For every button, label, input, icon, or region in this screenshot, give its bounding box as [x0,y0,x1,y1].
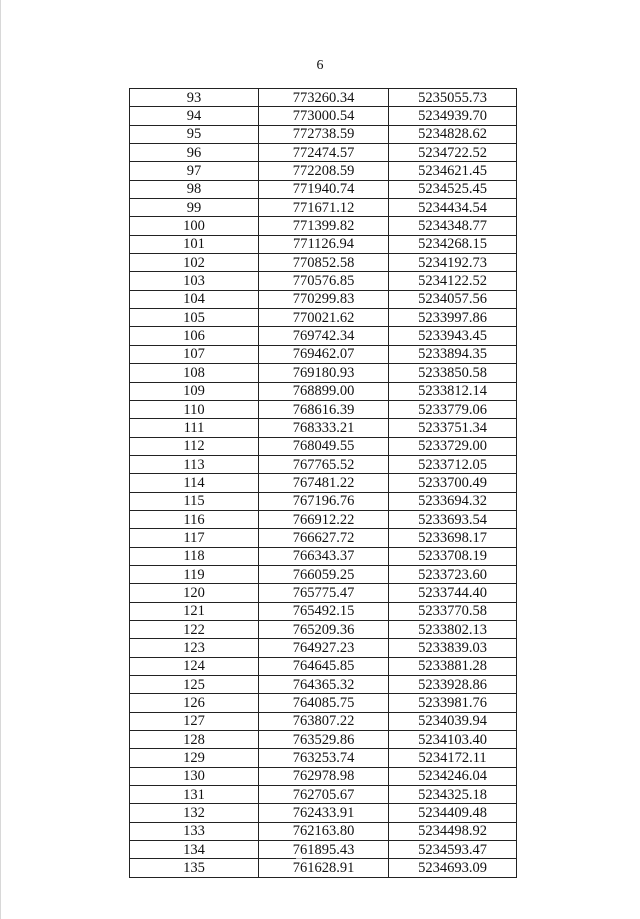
point-number-cell: 101 [130,235,259,253]
y-coordinate-cell: 5234693.09 [389,859,517,877]
y-coordinate-cell: 5233981.76 [389,694,517,712]
y-coordinate-cell: 5234498.92 [389,822,517,840]
y-coordinate-cell: 5233729.00 [389,437,517,455]
table-row [130,657,517,675]
x-coordinate-cell: 764927.23 [259,639,389,657]
point-number-cell: 109 [130,382,259,400]
point-number-cell: 127 [130,712,259,730]
table-row [130,712,517,730]
x-coordinate-cell: 771940.74 [259,180,389,198]
table-row [130,565,517,583]
x-coordinate-cell: 766912.22 [259,510,389,528]
y-coordinate-cell: 5234122.52 [389,272,517,290]
x-coordinate-cell: 762978.98 [259,767,389,785]
table-row [130,162,517,180]
y-coordinate-cell: 5233723.60 [389,565,517,583]
y-coordinate-cell: 5233693.54 [389,510,517,528]
table-row [130,345,517,363]
y-coordinate-cell: 5235055.73 [389,89,517,107]
x-coordinate-cell: 765492.15 [259,602,389,620]
point-number-cell: 134 [130,841,259,859]
table-row [130,731,517,749]
x-coordinate-cell: 771399.82 [259,217,389,235]
y-coordinate-cell: 5233744.40 [389,584,517,602]
point-number-cell: 118 [130,547,259,565]
point-number-cell: 94 [130,107,259,125]
y-coordinate-cell: 5234246.04 [389,767,517,785]
x-coordinate-cell: 770021.62 [259,309,389,327]
point-number-cell: 96 [130,144,259,162]
x-coordinate-cell: 770576.85 [259,272,389,290]
point-number-cell: 126 [130,694,259,712]
table-row [130,437,517,455]
point-number-cell: 105 [130,309,259,327]
x-coordinate-cell: 767481.22 [259,474,389,492]
x-coordinate-cell: 770852.58 [259,254,389,272]
point-number-cell: 135 [130,859,259,877]
table-row [130,107,517,125]
point-number-cell: 124 [130,657,259,675]
y-coordinate-cell: 5233779.06 [389,400,517,418]
x-coordinate-cell: 772474.57 [259,144,389,162]
y-coordinate-cell: 5234593.47 [389,841,517,859]
y-coordinate-cell: 5233708.19 [389,547,517,565]
point-number-cell: 106 [130,327,259,345]
point-number-cell: 125 [130,676,259,694]
x-coordinate-cell: 769462.07 [259,345,389,363]
y-coordinate-cell: 5233802.13 [389,620,517,638]
y-coordinate-cell: 5234103.40 [389,731,517,749]
x-coordinate-cell: 762163.80 [259,822,389,840]
x-coordinate-cell: 768899.00 [259,382,389,400]
x-coordinate-cell: 768333.21 [259,419,389,437]
table-row [130,89,517,107]
y-coordinate-cell: 5234939.70 [389,107,517,125]
x-coordinate-cell: 773260.34 [259,89,389,107]
x-coordinate-cell: 766343.37 [259,547,389,565]
scan-mark [296,858,302,859]
table-row [130,125,517,143]
y-coordinate-cell: 5233751.34 [389,419,517,437]
table-row [130,786,517,804]
table-row [130,272,517,290]
x-coordinate-cell: 769180.93 [259,364,389,382]
point-number-cell: 97 [130,162,259,180]
y-coordinate-cell: 5234268.15 [389,235,517,253]
x-coordinate-cell: 764085.75 [259,694,389,712]
y-coordinate-cell: 5233712.05 [389,455,517,473]
y-coordinate-cell: 5234409.48 [389,804,517,822]
point-number-cell: 107 [130,345,259,363]
point-number-cell: 100 [130,217,259,235]
coordinates-table [129,88,517,878]
point-number-cell: 116 [130,510,259,528]
y-coordinate-cell: 5233812.14 [389,382,517,400]
table-row [130,254,517,272]
x-coordinate-cell: 763807.22 [259,712,389,730]
point-number-cell: 98 [130,180,259,198]
table-row [130,767,517,785]
point-number-cell: 108 [130,364,259,382]
point-number-cell: 120 [130,584,259,602]
table-row [130,822,517,840]
point-number-cell: 114 [130,474,259,492]
x-coordinate-cell: 772738.59 [259,125,389,143]
table-row [130,235,517,253]
point-number-cell: 115 [130,492,259,510]
point-number-cell: 93 [130,89,259,107]
table-row [130,309,517,327]
table-row [130,217,517,235]
table-row [130,144,517,162]
table-row [130,620,517,638]
point-number-cell: 122 [130,620,259,638]
x-coordinate-cell: 768616.39 [259,400,389,418]
table-row [130,804,517,822]
point-number-cell: 111 [130,419,259,437]
table-row [130,749,517,767]
y-coordinate-cell: 5233694.32 [389,492,517,510]
point-number-cell: 130 [130,767,259,785]
table-row [130,492,517,510]
y-coordinate-cell: 5233943.45 [389,327,517,345]
table-row [130,382,517,400]
point-number-cell: 128 [130,731,259,749]
table-row [130,529,517,547]
table-row [130,364,517,382]
point-number-cell: 99 [130,199,259,217]
y-coordinate-cell: 5234621.45 [389,162,517,180]
point-number-cell: 121 [130,602,259,620]
table-row [130,639,517,657]
point-number-cell: 95 [130,125,259,143]
y-coordinate-cell: 5234348.77 [389,217,517,235]
table-row [130,510,517,528]
x-coordinate-cell: 771126.94 [259,235,389,253]
x-coordinate-cell: 762705.67 [259,786,389,804]
x-coordinate-cell: 772208.59 [259,162,389,180]
y-coordinate-cell: 5233839.03 [389,639,517,657]
y-coordinate-cell: 5234172.11 [389,749,517,767]
x-coordinate-cell: 764645.85 [259,657,389,675]
x-coordinate-cell: 767765.52 [259,455,389,473]
x-coordinate-cell: 765209.36 [259,620,389,638]
y-coordinate-cell: 5233850.58 [389,364,517,382]
y-coordinate-cell: 5233928.86 [389,676,517,694]
y-coordinate-cell: 5233770.58 [389,602,517,620]
y-coordinate-cell: 5233881.28 [389,657,517,675]
x-coordinate-cell: 769742.34 [259,327,389,345]
point-number-cell: 112 [130,437,259,455]
table-row [130,455,517,473]
x-coordinate-cell: 763529.86 [259,731,389,749]
x-coordinate-cell: 762433.91 [259,804,389,822]
table-row [130,180,517,198]
x-coordinate-cell: 771671.12 [259,199,389,217]
point-number-cell: 131 [130,786,259,804]
table-row [130,547,517,565]
point-number-cell: 103 [130,272,259,290]
y-coordinate-cell: 5234057.56 [389,290,517,308]
y-coordinate-cell: 5234828.62 [389,125,517,143]
table-row [130,474,517,492]
point-number-cell: 129 [130,749,259,767]
point-number-cell: 104 [130,290,259,308]
x-coordinate-cell: 767196.76 [259,492,389,510]
y-coordinate-cell: 5234525.45 [389,180,517,198]
table-row [130,290,517,308]
table-row [130,859,517,877]
y-coordinate-cell: 5234192.73 [389,254,517,272]
x-coordinate-cell: 763253.74 [259,749,389,767]
point-number-cell: 119 [130,565,259,583]
x-coordinate-cell: 773000.54 [259,107,389,125]
table-row [130,676,517,694]
table-row [130,841,517,859]
x-coordinate-cell: 765775.47 [259,584,389,602]
point-number-cell: 123 [130,639,259,657]
x-coordinate-cell: 770299.83 [259,290,389,308]
x-coordinate-cell: 766059.25 [259,565,389,583]
y-coordinate-cell: 5233997.86 [389,309,517,327]
coordinates-table-body [130,89,517,878]
point-number-cell: 133 [130,822,259,840]
y-coordinate-cell: 5234039.94 [389,712,517,730]
table-row [130,327,517,345]
table-row [130,199,517,217]
x-coordinate-cell: 768049.55 [259,437,389,455]
x-coordinate-cell: 761628.91 [259,859,389,877]
table-row [130,419,517,437]
point-number-cell: 113 [130,455,259,473]
y-coordinate-cell: 5234434.54 [389,199,517,217]
point-number-cell: 132 [130,804,259,822]
y-coordinate-cell: 5233698.17 [389,529,517,547]
table-row [130,400,517,418]
table-row [130,694,517,712]
table-row [130,602,517,620]
y-coordinate-cell: 5234722.52 [389,144,517,162]
table-row [130,584,517,602]
y-coordinate-cell: 5234325.18 [389,786,517,804]
point-number-cell: 110 [130,400,259,418]
x-coordinate-cell: 766627.72 [259,529,389,547]
page-number: 6 [316,58,324,73]
y-coordinate-cell: 5233894.35 [389,345,517,363]
y-coordinate-cell: 5233700.49 [389,474,517,492]
x-coordinate-cell: 764365.32 [259,676,389,694]
point-number-cell: 102 [130,254,259,272]
x-coordinate-cell: 761895.43 [259,841,389,859]
scan-edge-line [0,0,1,919]
point-number-cell: 117 [130,529,259,547]
